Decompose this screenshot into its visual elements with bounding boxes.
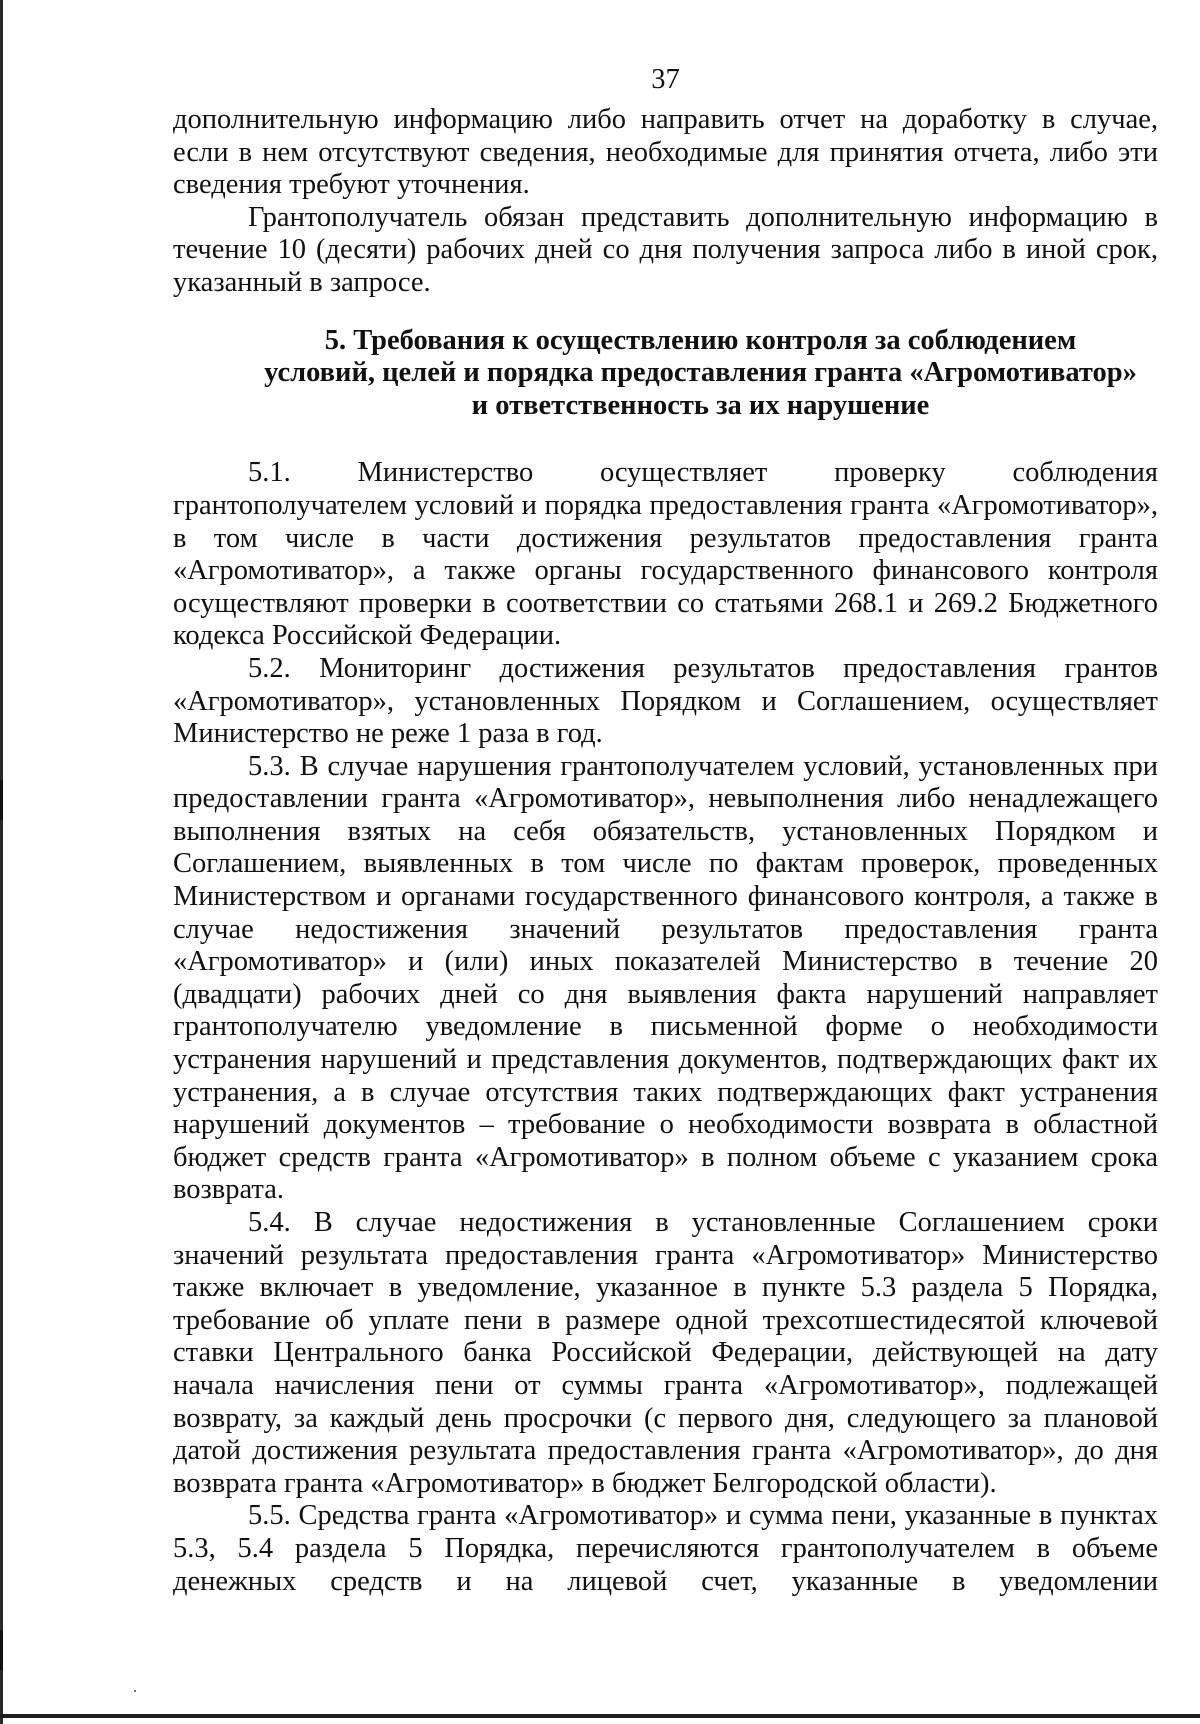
scan-bottom-edge [0,1714,1200,1718]
paragraph: Грантополучатель обязан представить дополнительную информацию в течение 10 (десяти) рабочих дней со дня получения запроса либо в иной срок, указанный в запросе. [173,201,1158,298]
paragraph-5-1: 5.1. Министерство осуществляет проверку соблюдения грантополучателем условий и порядка предоставления гранта «Агромотиватор», в том числе в части достижения результатов предоставления гранта «Агромотиватор», а также органы государственного финансового контроля осуществляют проверки в соответствии со статьями 268.1 и 269.2 Бюджетного кодекса Российской Федерации. [173,457,1158,652]
document-page [173,64,1158,1598]
scan-dust-speck [134,1690,136,1692]
scan-artifact-mark [0,780,3,820]
paragraph-continuation: дополнительную информацию либо направить отчет на доработку в случае, если в нем отсутствуют сведения, необходимые для принятия отчета, либо эти сведения требуют уточнения. [173,104,1158,201]
paragraph-5-3: 5.3. В случае нарушения грантополучателем условий, установленных при предоставлении гранта «Агромотиватор», невыполнения либо ненадлежащего выполнения взятых на себя обязательств, установленных Порядком и Соглашением, выявленных в том числе по фактам проверок, проведенных Министерством и органами государственного финансового контроля, а также в случае недостижения значений результатов предоставления гранта «Агромотиватор» и (или) иных показателей Министерство в течение 20 (двадцати) рабочих дней со дня выявления факта нарушений направляет грантополучателю уведомление в письменной форме о необходимости устранения нарушений и представления документов, подтверждающих факт их устранения, а в случае отсутствия таких подтверждающих факт устранения нарушений документов – требование о необходимости возврата в областной бюджет средств гранта «Агромотиватор» в полном объеме с указанием срока возврата. [173,750,1158,1206]
paragraph-5-5: 5.5. Средства гранта «Агромотиватор» и сумма пени, указанные в пунктах 5.3, 5.4 раздела 5 Порядка, перечисляются грантополучателем в объеме денежных средств и на лицевой счет, указанные в уведомлении [173,1500,1158,1597]
page-number: 37 [651,64,680,95]
section-heading-line: условий, целей и порядка предоставления гранта «Агромотиватор» [264,357,1137,389]
section-heading [173,325,1158,423]
paragraph-5-4: 5.4. В случае недостижения в установленные Соглашением сроки значений результата предоставления гранта «Агромотиватор» Министерство также включает в уведомление, указанное в пункте 5.3 раздела 5 Порядка, требование об уплате пени в размере одной трехсотшестидесятой ключевой ставки Центрального банка Российской Федерации, действующей на дату начала начисления пени от суммы гранта «Агромотиватор», подлежащей возврату, за каждый день просрочки (с первого дня, следующего за плановой датой достижения результата предоставления гранта «Агромотиватор», до дня возврата гранта «Агромотиватор» в бюджет Белгородской области). [173,1207,1158,1499]
section-heading-line: 5. Требования к осуществлению контроля за соблюдением [324,324,1077,356]
scan-artifact-mark [0,1630,3,1670]
paragraph-5-2: 5.2. Мониторинг достижения результатов предоставления грантов «Агромотиватор», установленных Порядком и Соглашением, осуществляет Министерство не реже 1 раза в год. [173,652,1158,750]
scan-left-edge [0,0,3,1724]
section-heading-line: и ответственность за их нарушение [471,389,930,421]
